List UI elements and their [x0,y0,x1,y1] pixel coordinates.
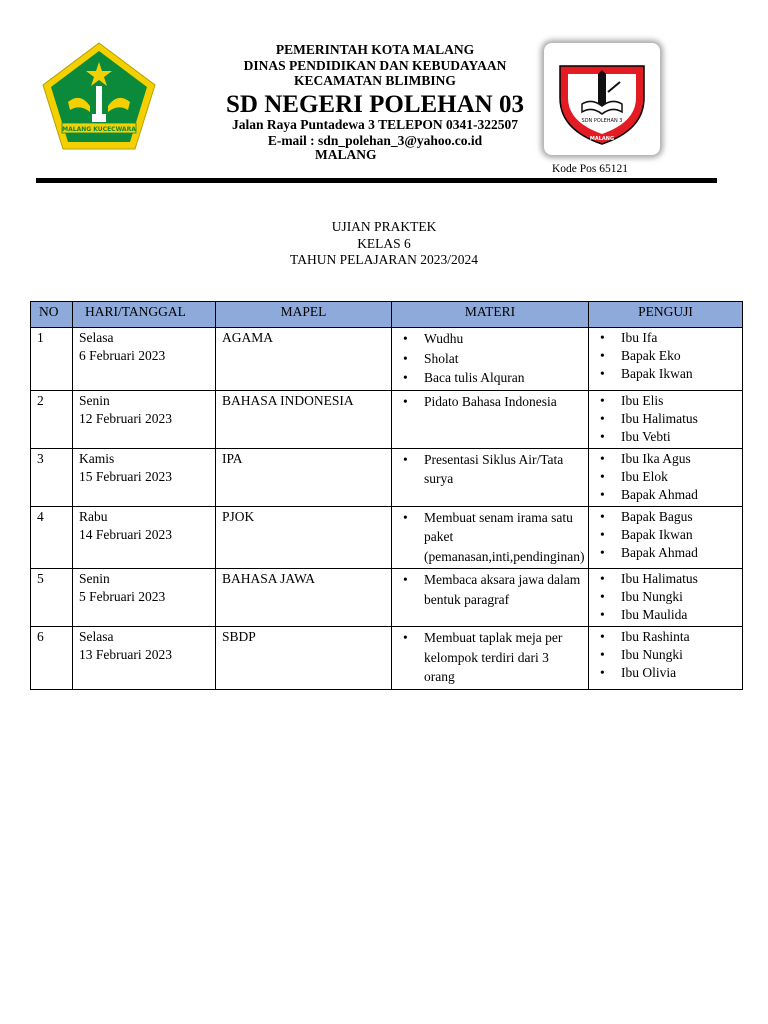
cell-day: Senin [79,571,110,586]
material-list [398,392,582,412]
examiner-item: • Bapak Ahmad [595,544,736,562]
exam-schedule-table [30,301,743,690]
cell-subject: IPA [216,448,392,506]
examiner-item: • Bapak Ahmad [595,486,736,504]
examiner-item: • Ibu Halimatus [595,570,736,588]
cell-examiner [589,390,743,448]
cell-examiner [589,569,743,627]
material-item: • Membuat senam irama satu paket (pemanasan,inti,pendinginan) [398,508,582,567]
cell-day: Kamis [79,450,115,466]
material-list [398,570,582,609]
examiner-item: • Bapak Bagus [595,508,736,526]
cell-material [392,627,589,690]
examiner-item: • Bapak Eko [595,347,736,365]
right-logo-text-top: SDN POLEHAN 3 [581,118,623,124]
cell-material [392,448,589,506]
material-list [398,628,582,687]
examiner-list [595,570,736,624]
cell-date: 6 Februari 2023 [79,348,166,363]
examiner-item: • Ibu Rashinta [595,628,736,646]
cell-subject: BAHASA JAWA [216,569,392,627]
cell-day: Selasa [79,629,114,644]
examiner-item: • Bapak Ikwan [595,365,736,383]
cell-examiner [589,506,743,569]
header-day-date: HARI/TANGGAL [73,302,216,328]
cell-day: Senin [79,392,110,408]
cell-no: 2 [31,390,73,448]
right-logo-text-bottom: MALANG [589,136,615,142]
examiner-list [595,392,736,446]
cell-material [392,328,589,391]
malang-city-emblem-logo [40,40,158,152]
cell-day: Selasa [79,330,114,345]
cell-examiner [589,448,743,506]
letterhead-department: DINAS PENDIDIKAN DAN KEBUDAYAAN [243,58,507,73]
cell-subject: BAHASA INDONESIA [216,390,392,448]
cell-no: 1 [31,328,73,391]
cell-material [392,569,589,627]
cell-no: 5 [31,569,73,627]
table-row [31,328,743,391]
examiner-item: • Ibu Olivia [595,664,736,682]
cell-date: 12 Februari 2023 [79,410,172,426]
cell-date: 5 Februari 2023 [79,589,166,604]
header-examiner: PENGUJI [589,302,743,328]
examiner-item: • Ibu Maulida [595,606,736,624]
material-list [398,329,582,388]
examiner-item: • Bapak Ikwan [595,526,736,544]
examiner-item: • Ibu Nungki [595,588,736,606]
doc-academic-year: TAHUN PELAJARAN 2023/2024 [290,252,478,267]
table-row [31,506,743,569]
material-list [398,508,585,567]
cell-material [392,390,589,448]
material-item: • Presentasi Siklus Air/Tata surya [398,450,582,489]
cell-subject: PJOK [216,506,392,569]
cell-no: 3 [31,448,73,506]
material-item: • Wudhu [398,329,582,349]
examiner-list [595,508,736,562]
table-header-row [31,302,743,328]
left-logo-motto: MALANG KUCECWARA [62,126,136,133]
material-item: • Pidato Bahasa Indonesia [398,392,582,412]
cell-day-date [73,448,216,506]
table-row [31,390,743,448]
material-item: • Baca tulis Alquran [398,368,582,388]
school-address: Jalan Raya Puntadewa 3 TELEPON 0341-322507 [232,117,518,132]
examiner-item: • Ibu Nungki [595,646,736,664]
doc-title: UJIAN PRAKTEK [331,219,437,234]
examiner-item: • Ibu Ifa [595,329,736,347]
cell-examiner [589,627,743,690]
cell-no: 4 [31,506,73,569]
cell-day-date [73,506,216,569]
postal-code: Kode Pos 65121 [552,163,629,175]
cell-material [392,506,589,569]
school-email: E-mail : sdn_polehan_3@yahoo.co.id [267,133,483,148]
cell-day: Rabu [79,508,108,524]
school-name: SD NEGERI POLEHAN 03 [226,91,524,118]
table-row [31,627,743,690]
letterhead-government: PEMERINTAH KOTA MALANG [275,42,475,57]
material-item: • Membaca aksara jawa dalam bentuk paragraf [398,570,582,609]
material-list [398,450,582,489]
cell-subject: AGAMA [216,328,392,391]
header-material: MATERI [392,302,589,328]
examiner-list [595,450,736,504]
doc-class: KELAS 6 [357,236,411,251]
examiner-item: • Ibu Vebti [595,428,736,446]
examiner-item: • Ibu Ika Agus [595,450,736,468]
material-item: • Sholat [398,349,582,369]
letterhead-divider [36,178,717,183]
cell-day-date [73,627,216,690]
examiner-item: • Ibu Elok [595,468,736,486]
header-subject: MAPEL [216,302,392,328]
cell-date: 14 Februari 2023 [79,526,172,542]
examiner-list [595,329,736,383]
cell-date: 15 Februari 2023 [79,468,172,484]
school-city: MALANG [315,147,377,162]
examiner-item: • Ibu Halimatus [595,410,736,428]
cell-date: 13 Februari 2023 [79,647,172,662]
table-row [31,569,743,627]
table-row [31,448,743,506]
cell-subject: SBDP [216,627,392,690]
examiner-item: • Ibu Elis [595,392,736,410]
examiner-list [595,628,736,682]
cell-day-date [73,328,216,391]
cell-examiner [589,328,743,391]
material-item: • Membuat taplak meja per kelompok terdiri dari 3 orang [398,628,582,687]
letterhead-district: KECAMATAN BLIMBING [294,73,456,88]
header-no: NO [31,302,73,328]
cell-no: 6 [31,627,73,690]
cell-day-date [73,569,216,627]
cell-day-date [73,390,216,448]
